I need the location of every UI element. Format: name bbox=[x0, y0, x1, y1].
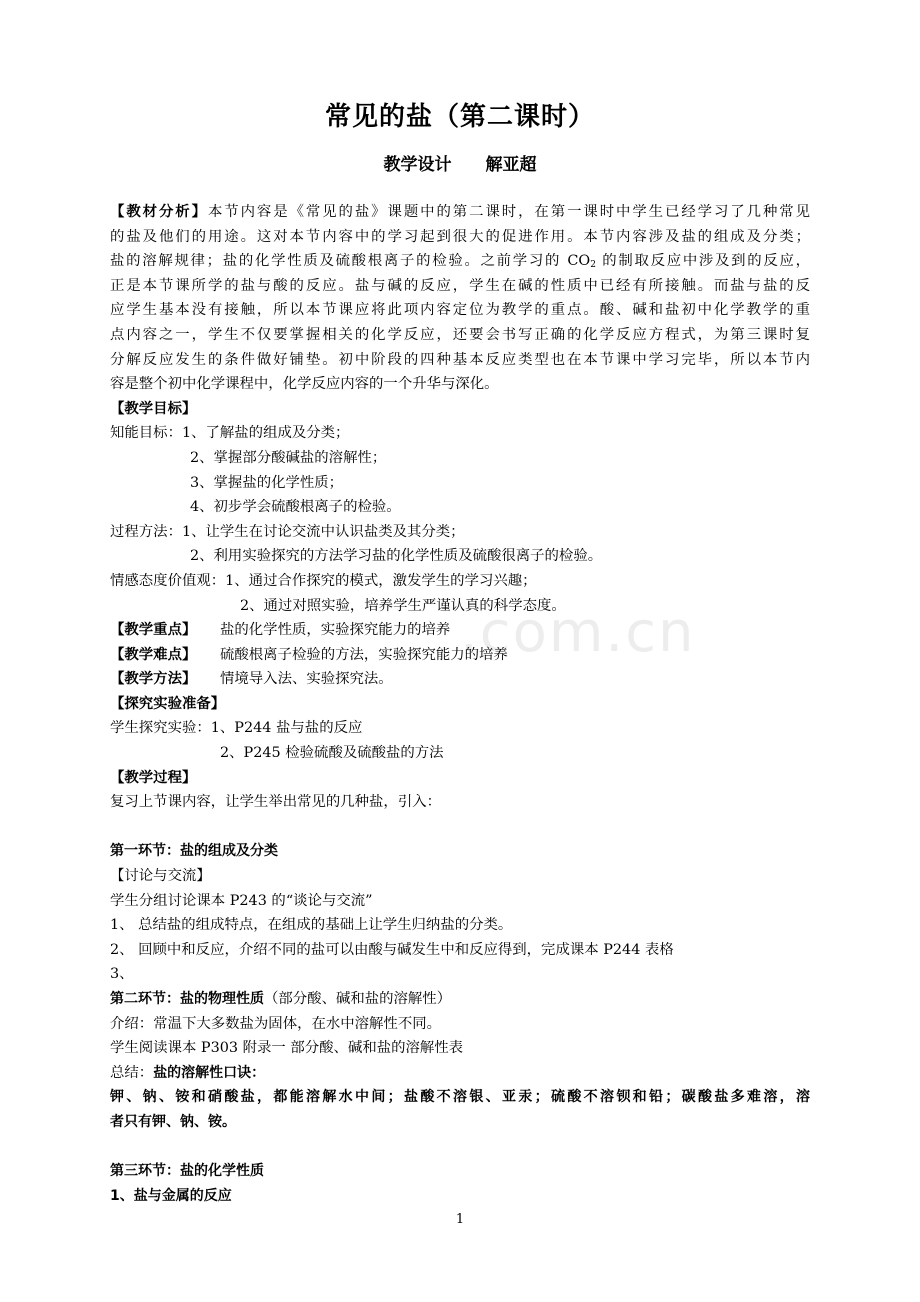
analysis-line-5: 应学生基本没有接触，所以本节课应将此项内容定位为教学的重点。酸、碱和盐初中化学教学的重 bbox=[110, 302, 810, 319]
goal-process-1: 过程方法：1、让学生在讨论交流中认识盐类及其分类； bbox=[110, 523, 465, 540]
teaching-difficulty: 【教学难点】 硫酸根离子检验的方法，实验探究能力的培养 bbox=[110, 646, 508, 663]
document-subtitle bbox=[0, 150, 920, 175]
solubility-rhyme-1: 钾、钠、铵和硝酸盐，都能溶解水中间；盐酸不溶银、亚汞；硫酸不溶钡和铅；碳酸盐多难溶，溶 bbox=[110, 1089, 810, 1106]
page-number: 1 bbox=[455, 1212, 465, 1227]
subtitle-author: 解亚超 bbox=[485, 155, 537, 175]
subtitle-type: 教学设计 bbox=[383, 155, 452, 175]
step1-intro: 学生分组讨论课本 P243 的“谈论与交流” bbox=[110, 892, 373, 909]
experiment-prep-heading: 【探究实验准备】 bbox=[110, 695, 226, 712]
step1-item-1: 1、 总结盐的组成特点，在组成的基础上让学生归纳盐的分类。 bbox=[110, 917, 513, 934]
goals-heading: 【教学目标】 bbox=[110, 400, 197, 417]
goal-process-2: 2、利用实验探究的方法学习盐的化学性质及硫酸很离子的检验。 bbox=[190, 548, 603, 565]
goal-knowledge-4: 4、初步学会硫酸根离子的检验。 bbox=[190, 499, 401, 516]
document-body bbox=[110, 200, 810, 1208]
analysis-line-6: 点内容之一，学生不仅要掌握相关的化学反应，还要会书写正确的化学反应方程式，为第三课时复 bbox=[110, 326, 810, 343]
spacer bbox=[110, 1135, 810, 1160]
analysis-line-3: 盐的溶解规律；盐的化学性质及硫酸根离子的检验。之前学习的 $CO_2$ 的制取反应中涉及到的反应， bbox=[110, 253, 810, 271]
analysis-line-1: 【教材分析】本节内容是《常见的盐》课题中的第二课时，在第一课时中学生已经学习了几种常见 bbox=[110, 204, 810, 220]
review-text: 复习上节课内容，让学生举出常见的几种盐，引入： bbox=[110, 794, 441, 811]
step2-intro: 介绍：常温下大多数盐为固体，在水中溶解性不同。 bbox=[110, 1015, 441, 1032]
step2-title: 第二环节：盐的物理性质（部分酸、碱和盐的溶解性） bbox=[110, 991, 452, 1007]
goal-emotion-2: 2、通过对照实验，培养学生严谨认真的科学态度。 bbox=[240, 597, 566, 614]
experiment-prep-2: 2、P245 检验硫酸及硫酸盐的方法 bbox=[220, 745, 444, 762]
process-heading: 【教学过程】 bbox=[110, 769, 197, 786]
step1-item-3: 3、 bbox=[110, 966, 134, 983]
step3-sub-1: 1、盐与金属的反应 bbox=[110, 1187, 232, 1204]
step3-title: 第三环节：盐的化学性质 bbox=[110, 1163, 264, 1180]
step2-summary: 总结：盐的溶解性口诀： bbox=[110, 1064, 266, 1081]
goal-knowledge-2: 2、掌握部分酸碱盐的溶解性； bbox=[190, 449, 387, 466]
goal-emotion-1: 情感态度价值观：1、通过合作探究的模式，激发学生的学习兴趣； bbox=[110, 572, 537, 589]
analysis-line-4: 正是本节课所学的盐与酸的反应。盐与碱的反应，学生在碱的性质中已经有所接触。而盐与盐的反 bbox=[110, 277, 810, 294]
teaching-focus: 【教学重点】 盐的化学性质，实验探究能力的培养 bbox=[110, 622, 451, 639]
analysis-line-8: 容是整个初中化学课程中，化学反应内容的一个升华与深化。 bbox=[110, 376, 499, 393]
analysis-label: 【教材分析】 bbox=[110, 204, 208, 220]
step1-discuss: 【讨论与交流】 bbox=[110, 868, 211, 885]
goal-knowledge-3: 3、掌握盐的化学性质； bbox=[190, 474, 344, 491]
step1-item-2: 2、 回顾中和反应，介绍不同的盐可以由酸与碱发生中和反应得到，完成课本 P244 表格 bbox=[110, 941, 674, 958]
experiment-prep-1: 学生探究实验：1、P244 盐与盐的反应 bbox=[110, 720, 363, 737]
spacer bbox=[110, 815, 810, 840]
analysis-line-7: 分解反应发生的条件做好铺垫。初中阶段的四种基本反应类型也在本节课中学习完毕，所以本节内 bbox=[110, 351, 810, 368]
document-title: 常见的盐（第二课时） bbox=[324, 102, 595, 132]
analysis-line-2: 的盐及他们的用途。这对本节内容中的学习起到很大的促进作用。本节内容涉及盐的组成及分类； bbox=[110, 228, 810, 245]
step2-read: 学生阅读课本 P303 附录一 部分酸、碱和盐的溶解性表 bbox=[110, 1040, 464, 1057]
watermark: .com.cn bbox=[460, 600, 696, 665]
step1-title: 第一环节：盐的组成及分类 bbox=[110, 843, 278, 860]
teaching-method: 【教学方法】 情境导入法、实验探究法。 bbox=[110, 671, 393, 688]
solubility-rhyme-2: 者只有钾、钠、铵。 bbox=[110, 1113, 236, 1130]
goal-knowledge-1: 知能目标：1、了解盐的组成及分类； bbox=[110, 425, 350, 442]
